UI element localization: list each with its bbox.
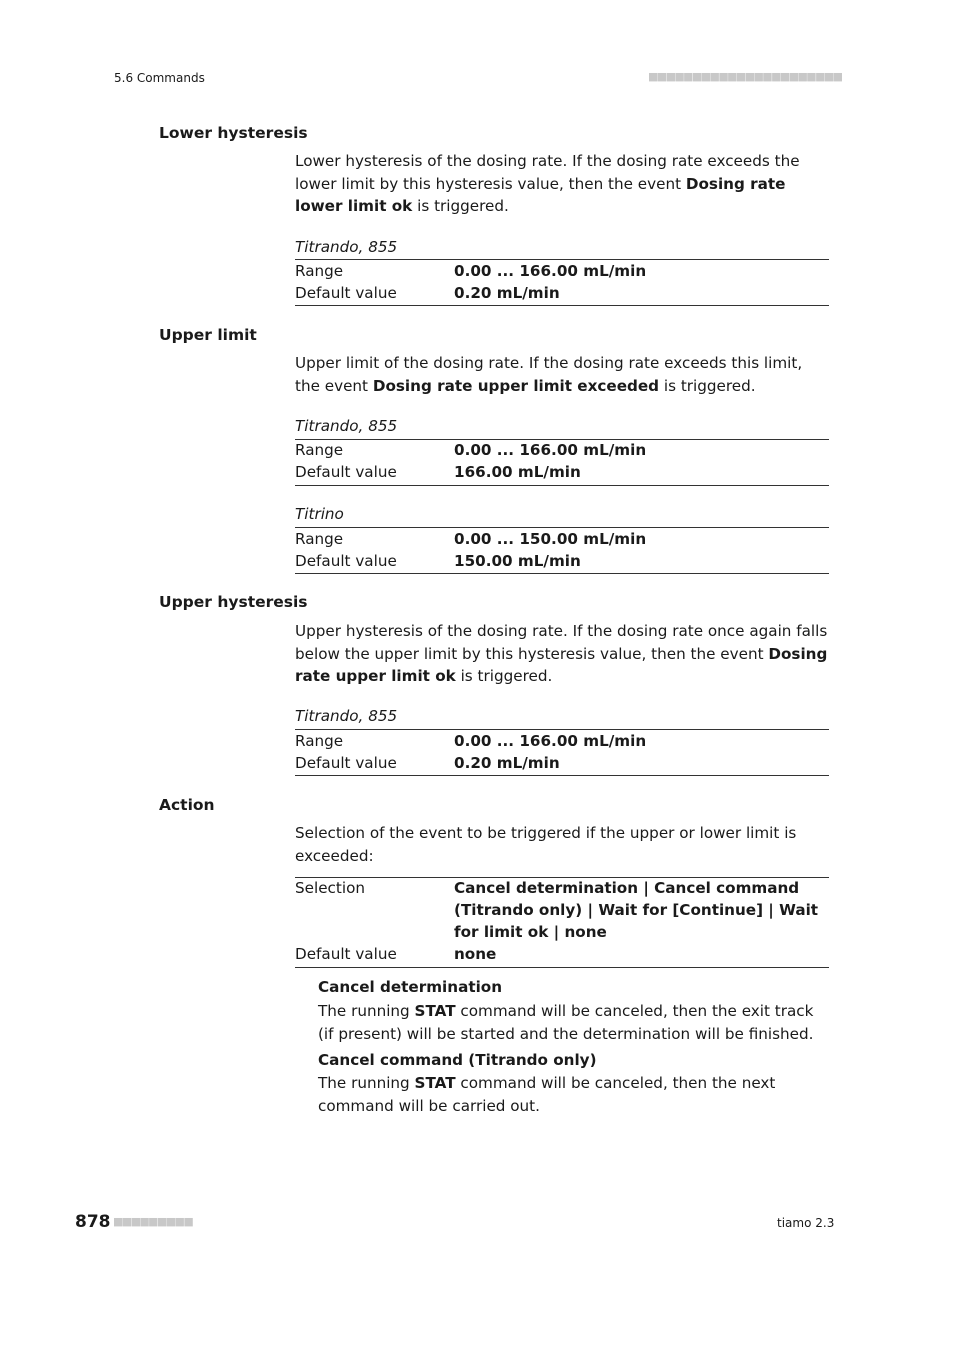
upper-limit-table2-caption: Titrino bbox=[295, 505, 344, 523]
lower-hysteresis-table bbox=[295, 260, 829, 304]
default-label: Default value bbox=[295, 945, 397, 963]
default-value: 150.00 mL/min bbox=[454, 552, 581, 570]
table-row bbox=[295, 528, 829, 550]
option-cancel-command-title: Cancel command (Titrando only) bbox=[318, 1051, 597, 1069]
default-value: none bbox=[454, 945, 497, 963]
table-rule bbox=[295, 775, 829, 776]
default-value: 0.20 mL/min bbox=[454, 754, 560, 772]
table-rule bbox=[295, 967, 829, 968]
upper-hysteresis-table-caption: Titrando, 855 bbox=[295, 707, 398, 725]
range-value: 0.00 ... 166.00 mL/min bbox=[454, 441, 647, 459]
range-label: Range bbox=[295, 732, 344, 750]
upper-limit-table1-caption: Titrando, 855 bbox=[295, 417, 398, 435]
table-row bbox=[295, 461, 829, 483]
lower-hysteresis-table-caption: Titrando, 855 bbox=[295, 238, 398, 256]
table-row bbox=[295, 730, 829, 752]
table-row bbox=[295, 439, 829, 461]
option-cancel-determination-title: Cancel determination bbox=[318, 978, 503, 996]
option-cancel-command-description: The running STAT command will be canceled, then the next command will be carried out. bbox=[318, 1074, 776, 1115]
table-row bbox=[295, 550, 829, 572]
selection-label: Selection bbox=[295, 879, 365, 897]
lower-hysteresis-heading: Lower hysteresis bbox=[159, 124, 308, 142]
range-label: Range bbox=[295, 262, 344, 280]
range-label: Range bbox=[295, 530, 344, 548]
table-row bbox=[295, 260, 829, 282]
action-table bbox=[295, 877, 829, 965]
default-label: Default value bbox=[295, 754, 397, 772]
action-description: Selection of the event to be triggered if the upper or lower limit is exceeded: bbox=[295, 824, 797, 865]
table-rule bbox=[295, 573, 829, 574]
table-row bbox=[295, 282, 829, 304]
action-heading: Action bbox=[159, 796, 215, 814]
upper-limit-heading: Upper limit bbox=[159, 326, 257, 344]
default-label: Default value bbox=[295, 463, 397, 481]
range-value: 0.00 ... 150.00 mL/min bbox=[454, 530, 647, 548]
table-row bbox=[295, 752, 829, 774]
range-label: Range bbox=[295, 441, 344, 459]
upper-limit-description: Upper limit of the dosing rate. If the dosing rate exceeds this limit, the event Dosing rate upper limit exceeded is triggered. bbox=[295, 354, 803, 395]
table-row bbox=[295, 943, 829, 965]
upper-hysteresis-table bbox=[295, 730, 829, 774]
running-header-section: 5.6 Commands bbox=[114, 71, 205, 85]
upper-limit-table-titrino bbox=[295, 528, 829, 572]
selection-value: Cancel determination | Cancel command (Titrando only) | Wait for [Continue] | Wait for limit ok | none bbox=[454, 879, 819, 941]
footer-decoration-dots: ■■■■■■■■■ bbox=[113, 1215, 193, 1228]
default-label: Default value bbox=[295, 284, 397, 302]
range-value: 0.00 ... 166.00 mL/min bbox=[454, 262, 647, 280]
table-rule bbox=[295, 485, 829, 486]
option-cancel-determination-description: The running STAT command will be canceled, then the exit track (if present) will be started and the determination will be finished. bbox=[318, 1002, 814, 1043]
header-decoration-dots: ■■■■■■■■■■■■■■■■■■■■■■ bbox=[648, 70, 842, 83]
lower-hysteresis-description: Lower hysteresis of the dosing rate. If the dosing rate exceeds the lower limit by this hysteresis value, then the event Dosing rate lower limit ok is triggered. bbox=[295, 152, 800, 215]
upper-limit-table-titrando bbox=[295, 439, 829, 483]
table-row bbox=[295, 877, 829, 943]
default-value: 166.00 mL/min bbox=[454, 463, 581, 481]
default-label: Default value bbox=[295, 552, 397, 570]
table-rule bbox=[295, 305, 829, 306]
range-value: 0.00 ... 166.00 mL/min bbox=[454, 732, 647, 750]
upper-hysteresis-description: Upper hysteresis of the dosing rate. If the dosing rate once again falls below the upper limit by this hysteresis value, then the event Dosing rate upper limit ok is triggered. bbox=[295, 622, 828, 685]
product-name: tiamo 2.3 bbox=[777, 1216, 835, 1230]
page-number: 878 bbox=[75, 1212, 111, 1232]
upper-hysteresis-heading: Upper hysteresis bbox=[159, 593, 308, 611]
default-value: 0.20 mL/min bbox=[454, 284, 560, 302]
